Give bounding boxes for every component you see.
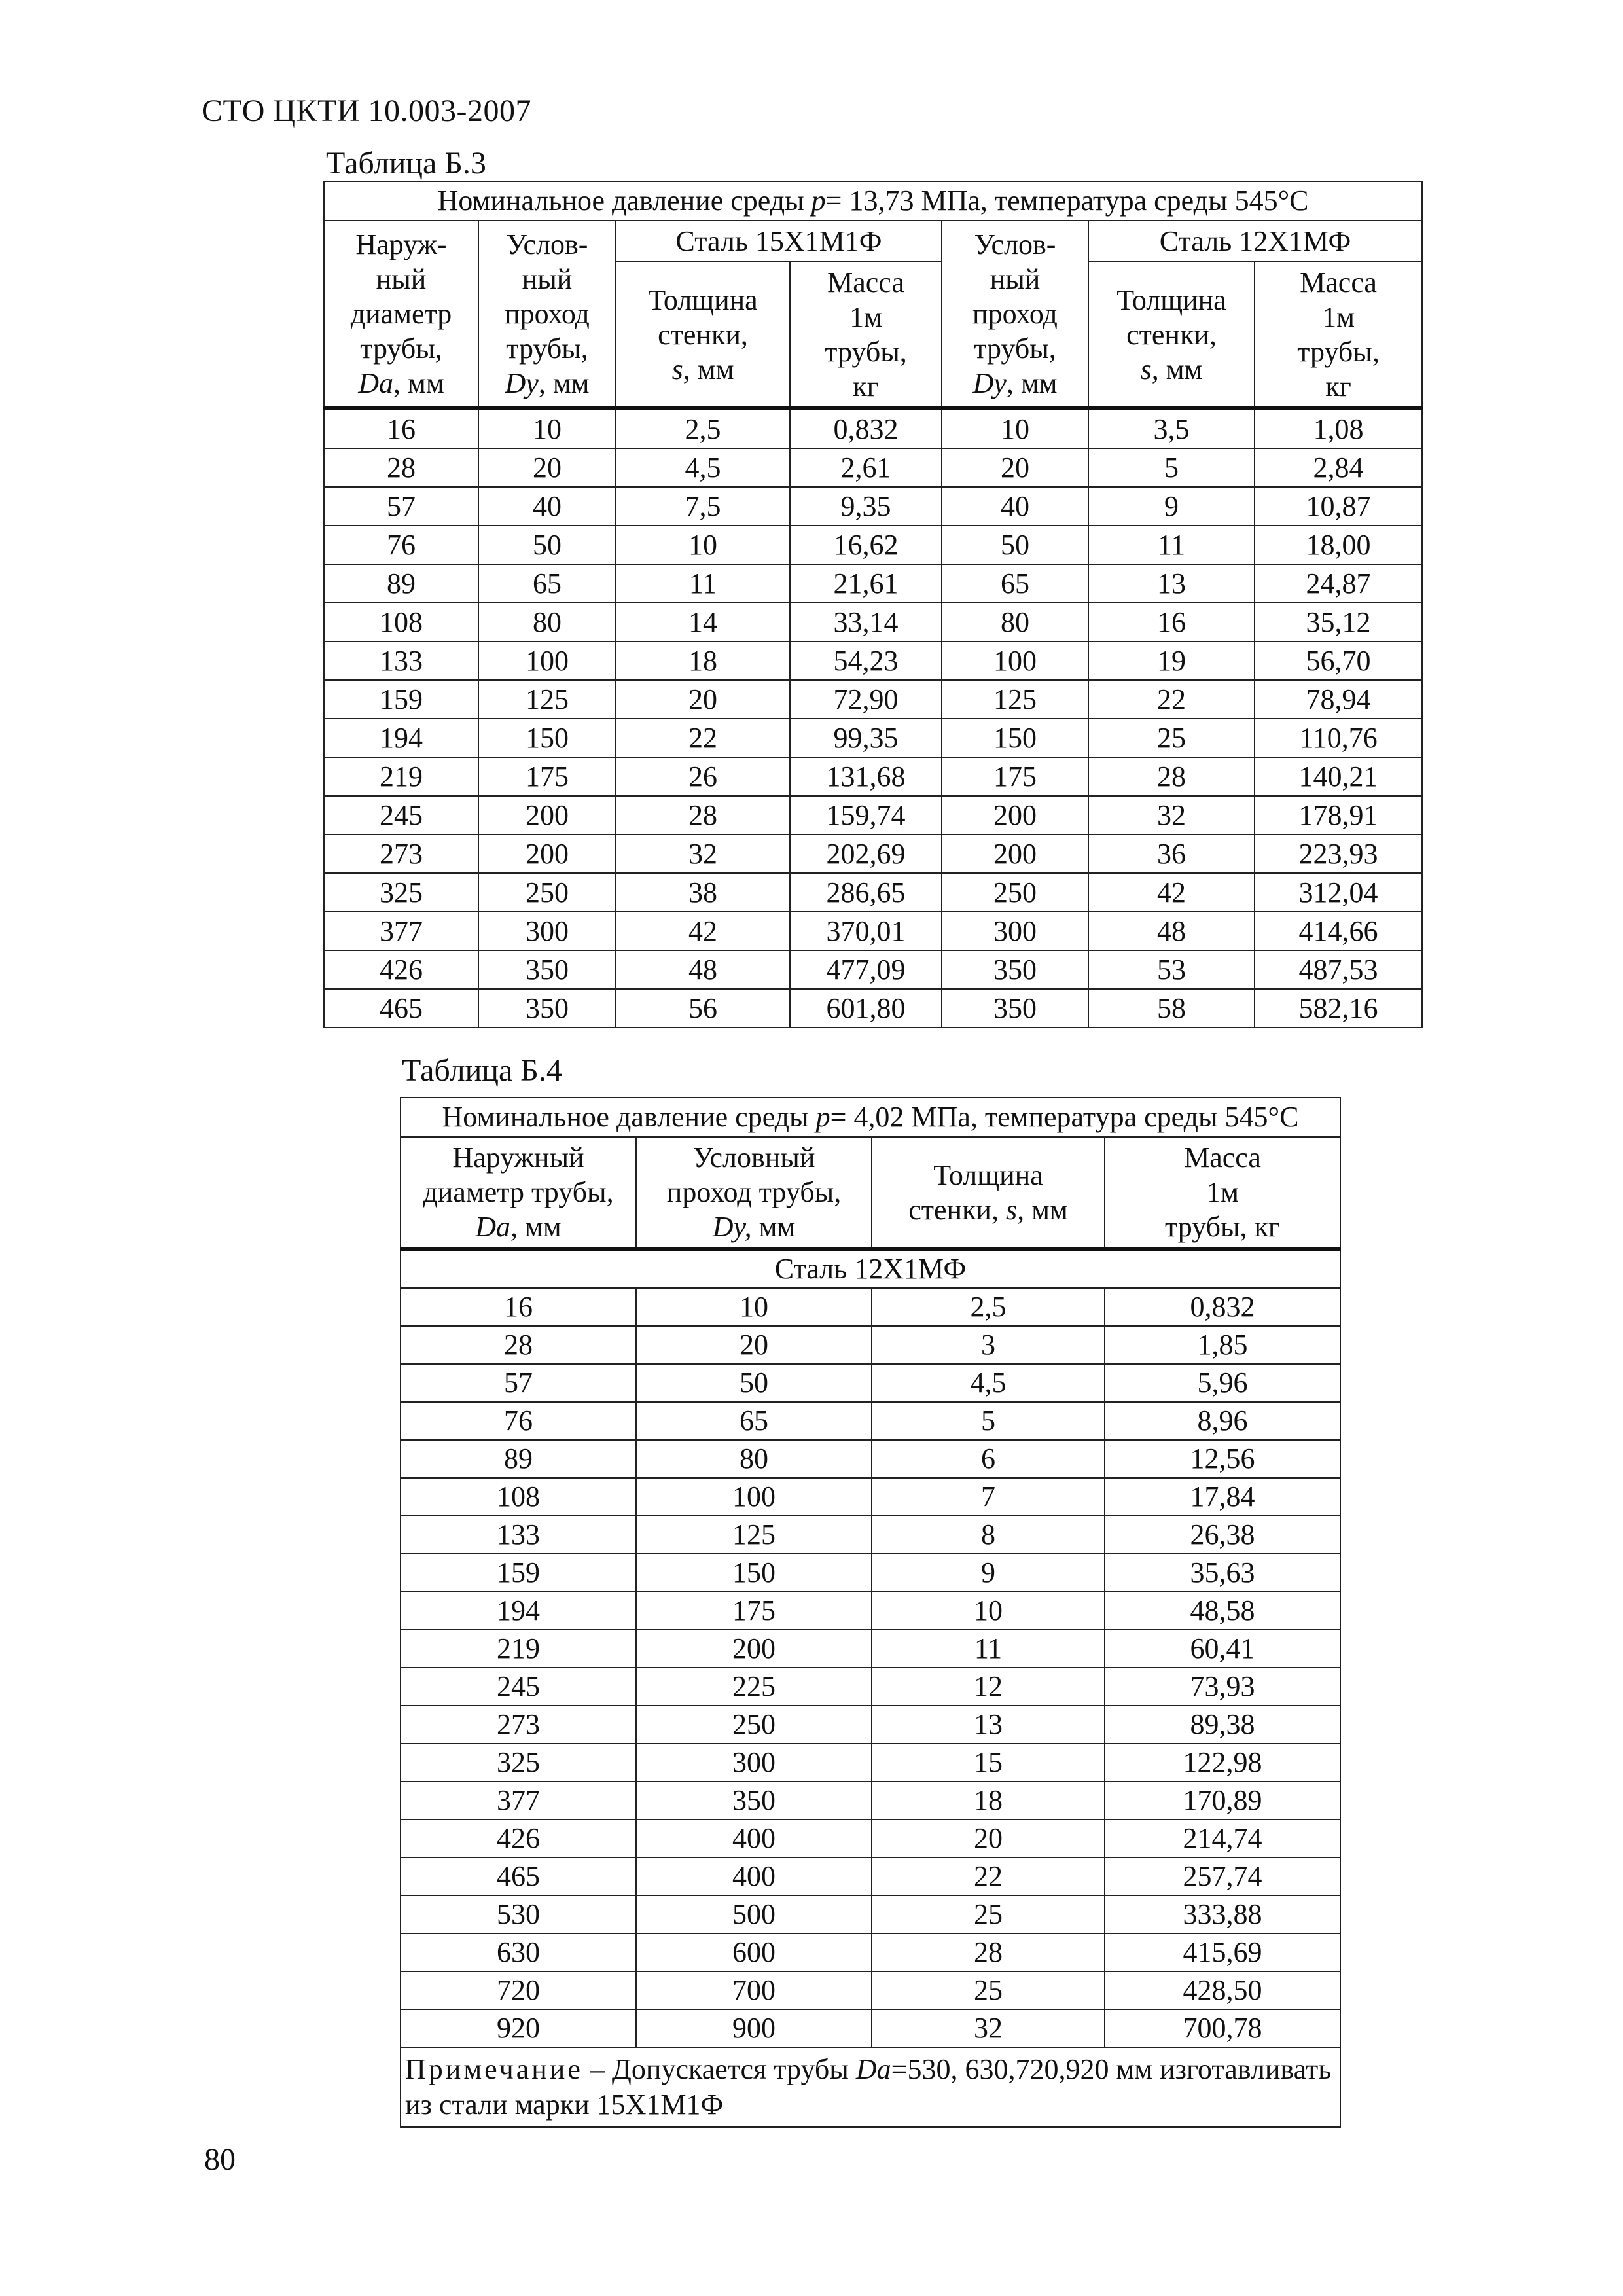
table-row: [324, 603, 1422, 641]
table-cell: 400: [636, 1857, 872, 1895]
header-nominal-bore: Услов- ный проход трубы, Dy, мм: [478, 221, 616, 408]
table-cell: 0,832: [790, 408, 942, 448]
table-cell: 1,08: [1255, 408, 1422, 448]
table-cell: 10,87: [1255, 487, 1422, 526]
table-cell: 60,41: [1105, 1630, 1340, 1668]
table-b4-title: Номинальное давление среды p= 4,02 МПа, температура среды 545°С: [401, 1098, 1340, 1137]
table-cell: 50: [636, 1364, 872, 1402]
table-cell: 426: [401, 1820, 636, 1857]
table-row: [324, 719, 1422, 757]
table-cell: 22: [1088, 680, 1255, 719]
table-cell: 20: [872, 1820, 1105, 1857]
table-cell: 325: [324, 873, 478, 912]
table-cell: 50: [942, 526, 1088, 564]
table-cell: 465: [401, 1857, 636, 1895]
table-cell: 219: [401, 1630, 636, 1668]
header-thickness-a: Толщина стенки, s, мм: [616, 262, 790, 408]
table-cell: 2,5: [616, 408, 790, 448]
table-row: [401, 1554, 1340, 1592]
table-row: [324, 757, 1422, 796]
table-cell: 28: [324, 448, 478, 487]
table-cell: 57: [324, 487, 478, 526]
table-cell: 26,38: [1105, 1516, 1340, 1554]
table-cell: 12: [872, 1668, 1105, 1706]
table-cell: 16: [324, 408, 478, 448]
table-cell: 32: [872, 2009, 1105, 2047]
table-row: [401, 1933, 1340, 1971]
header-nominal-bore: Условный проход трубы, Dy, мм: [636, 1137, 872, 1249]
table-cell: 273: [324, 834, 478, 873]
table-b3: [323, 181, 1423, 1028]
table-cell: 89: [401, 1440, 636, 1478]
table-cell: 582,16: [1255, 989, 1422, 1028]
table-cell: 2,84: [1255, 448, 1422, 487]
table-cell: 5,96: [1105, 1364, 1340, 1402]
table-row: [401, 1857, 1340, 1895]
table-cell: 414,66: [1255, 912, 1422, 950]
table-row: [401, 1706, 1340, 1744]
table-cell: 10: [616, 526, 790, 564]
table-cell: 10: [872, 1592, 1105, 1630]
header-nominal-bore-2: Услов- ный проход трубы, Dy, мм: [942, 221, 1088, 408]
table-cell: 8: [872, 1516, 1105, 1554]
table-cell: 131,68: [790, 757, 942, 796]
table-cell: 125: [478, 680, 616, 719]
table-cell: 2,5: [872, 1288, 1105, 1326]
document-header: СТО ЦКТИ 10.003-2007: [202, 94, 532, 128]
table-cell: 65: [636, 1402, 872, 1440]
table-cell: 9: [872, 1554, 1105, 1592]
table-cell: 32: [616, 834, 790, 873]
table-cell: 150: [636, 1554, 872, 1592]
table-b3-caption: Таблица Б.3: [326, 146, 486, 181]
header-thickness-b: Толщина стенки, s, мм: [1088, 262, 1255, 408]
table-cell: 333,88: [1105, 1895, 1340, 1933]
table-cell: 56: [616, 989, 790, 1028]
table-cell: 245: [324, 796, 478, 834]
table-cell: 6: [872, 1440, 1105, 1478]
table-cell: 4,5: [616, 448, 790, 487]
table-cell: 150: [478, 719, 616, 757]
table-cell: 35,12: [1255, 603, 1422, 641]
table-cell: 76: [324, 526, 478, 564]
table-row: [324, 989, 1422, 1028]
table-cell: 5: [1088, 448, 1255, 487]
table-cell: 89: [324, 564, 478, 603]
table-cell: 65: [942, 564, 1088, 603]
table-cell: 35,63: [1105, 1554, 1340, 1592]
table-cell: 200: [942, 834, 1088, 873]
table-cell: 65: [478, 564, 616, 603]
table-cell: 110,76: [1255, 719, 1422, 757]
table-row: [401, 1364, 1340, 1402]
table-cell: 28: [616, 796, 790, 834]
table-cell: 600: [636, 1933, 872, 1971]
table-cell: 377: [401, 1782, 636, 1820]
header-outer-diameter: Наружный диаметр трубы, Da, мм: [401, 1137, 636, 1249]
table-cell: 3: [872, 1326, 1105, 1364]
table-cell: 175: [478, 757, 616, 796]
table-cell: 630: [401, 1933, 636, 1971]
table-cell: 426: [324, 950, 478, 989]
table-cell: 300: [942, 912, 1088, 950]
steel-grade-row: Сталь 12Х1МФ: [401, 1249, 1340, 1288]
table-cell: 350: [942, 950, 1088, 989]
table-cell: 11: [616, 564, 790, 603]
table-cell: 178,91: [1255, 796, 1422, 834]
table-cell: 22: [616, 719, 790, 757]
table-cell: 133: [401, 1516, 636, 1554]
table-b4: [400, 1097, 1341, 2128]
table-cell: 200: [942, 796, 1088, 834]
table-row: [324, 950, 1422, 989]
table-row: [324, 641, 1422, 680]
table-cell: 325: [401, 1744, 636, 1782]
table-cell: 11: [872, 1630, 1105, 1668]
table-cell: 720: [401, 1971, 636, 2009]
header-thickness: Толщина стенки, s, мм: [872, 1137, 1105, 1249]
table-cell: 56,70: [1255, 641, 1422, 680]
table-cell: 487,53: [1255, 950, 1422, 989]
table-cell: 286,65: [790, 873, 942, 912]
table-row: [324, 912, 1422, 950]
table-row: [401, 1288, 1340, 1326]
table-row: [324, 873, 1422, 912]
table-cell: 42: [1088, 873, 1255, 912]
table-note: Примечание – Допускается трубы Da=530, 630,720,920 мм изготавливать из стали марки 15Х1М1Ф: [401, 2047, 1340, 2127]
table-cell: 57: [401, 1364, 636, 1402]
table-row: [324, 680, 1422, 719]
table-cell: 125: [636, 1516, 872, 1554]
table-cell: 5: [872, 1402, 1105, 1440]
table-cell: 11: [1088, 526, 1255, 564]
table-cell: 10: [478, 408, 616, 448]
table-cell: 10: [636, 1288, 872, 1326]
table-cell: 2,61: [790, 448, 942, 487]
table-cell: 80: [478, 603, 616, 641]
table-row: [324, 526, 1422, 564]
table-cell: 58: [1088, 989, 1255, 1028]
table-row: [324, 448, 1422, 487]
table-cell: 7: [872, 1478, 1105, 1516]
table-cell: 72,90: [790, 680, 942, 719]
table-cell: 20: [942, 448, 1088, 487]
table-row: [401, 1895, 1340, 1933]
table-cell: 300: [478, 912, 616, 950]
table-cell: 140,21: [1255, 757, 1422, 796]
table-cell: 25: [872, 1971, 1105, 2009]
table-row: [324, 564, 1422, 603]
table-cell: 170,89: [1105, 1782, 1340, 1820]
table-cell: 9: [1088, 487, 1255, 526]
table-cell: 415,69: [1105, 1933, 1340, 1971]
table-cell: 28: [872, 1933, 1105, 1971]
table-b4-caption: Таблица Б.4: [402, 1053, 562, 1088]
table-row: [401, 1402, 1340, 1440]
table-cell: 15: [872, 1744, 1105, 1782]
table-cell: 16,62: [790, 526, 942, 564]
table-cell: 4,5: [872, 1364, 1105, 1402]
table-cell: 32: [1088, 796, 1255, 834]
table-cell: 219: [324, 757, 478, 796]
table-row: [401, 1440, 1340, 1478]
table-cell: 99,35: [790, 719, 942, 757]
table-row: [324, 487, 1422, 526]
header-steel-12x1mf: Сталь 12Х1МФ: [1088, 221, 1422, 262]
header-mass: Масса 1м трубы, кг: [1105, 1137, 1340, 1249]
table-cell: 194: [324, 719, 478, 757]
table-cell: 48,58: [1105, 1592, 1340, 1630]
table-row: [401, 1782, 1340, 1820]
table-cell: 100: [478, 641, 616, 680]
table-cell: 175: [636, 1592, 872, 1630]
table-cell: 920: [401, 2009, 636, 2047]
table-row: [401, 1516, 1340, 1554]
table-cell: 18,00: [1255, 526, 1422, 564]
table-b3-title: Номинальное давление среды p= 13,73 МПа, температура среды 545°С: [324, 181, 1422, 221]
table-cell: 223,93: [1255, 834, 1422, 873]
table-cell: 80: [636, 1440, 872, 1478]
table-cell: 194: [401, 1592, 636, 1630]
table-cell: 40: [942, 487, 1088, 526]
table-cell: 14: [616, 603, 790, 641]
table-cell: 3,5: [1088, 408, 1255, 448]
table-cell: 200: [636, 1630, 872, 1668]
table-cell: 8,96: [1105, 1402, 1340, 1440]
header-mass-a: Масса 1м трубы, кг: [790, 262, 942, 408]
table-row: [401, 2009, 1340, 2047]
table-cell: 225: [636, 1668, 872, 1706]
table-cell: 26: [616, 757, 790, 796]
table-cell: 50: [478, 526, 616, 564]
table-cell: 214,74: [1105, 1820, 1340, 1857]
table-cell: 18: [616, 641, 790, 680]
table-cell: 53: [1088, 950, 1255, 989]
table-cell: 36: [1088, 834, 1255, 873]
table-cell: 250: [942, 873, 1088, 912]
table-cell: 400: [636, 1820, 872, 1857]
table-cell: 73,93: [1105, 1668, 1340, 1706]
table-row: [401, 1630, 1340, 1668]
table-cell: 48: [616, 950, 790, 989]
table-row: [324, 834, 1422, 873]
table-cell: 150: [942, 719, 1088, 757]
table-cell: 48: [1088, 912, 1255, 950]
table-cell: 20: [636, 1326, 872, 1364]
table-cell: 54,23: [790, 641, 942, 680]
table-cell: 89,38: [1105, 1706, 1340, 1744]
table-cell: 245: [401, 1668, 636, 1706]
page-number: 80: [204, 2142, 236, 2177]
table-cell: 76: [401, 1402, 636, 1440]
table-row: [401, 1592, 1340, 1630]
table-cell: 300: [636, 1744, 872, 1782]
table-row: [324, 408, 1422, 448]
table-cell: 28: [1088, 757, 1255, 796]
table-cell: 16: [1088, 603, 1255, 641]
table-cell: 100: [636, 1478, 872, 1516]
table-cell: 17,84: [1105, 1478, 1340, 1516]
table-cell: 350: [478, 989, 616, 1028]
header-steel-15x1m1f: Сталь 15Х1М1Ф: [616, 221, 942, 262]
header-mass-b: Масса 1м трубы, кг: [1255, 262, 1422, 408]
table-cell: 78,94: [1255, 680, 1422, 719]
table-cell: 428,50: [1105, 1971, 1340, 2009]
table-cell: 20: [616, 680, 790, 719]
table-row: [401, 1668, 1340, 1706]
table-cell: 377: [324, 912, 478, 950]
table-cell: 530: [401, 1895, 636, 1933]
table-cell: 21,61: [790, 564, 942, 603]
table-cell: 200: [478, 796, 616, 834]
table-row: [401, 1326, 1340, 1364]
table-cell: 108: [401, 1478, 636, 1516]
table-cell: 700,78: [1105, 2009, 1340, 2047]
table-cell: 159,74: [790, 796, 942, 834]
table-cell: 12,56: [1105, 1440, 1340, 1478]
table-cell: 159: [324, 680, 478, 719]
table-row: [401, 1478, 1340, 1516]
table-cell: 350: [478, 950, 616, 989]
table-cell: 350: [636, 1782, 872, 1820]
table-row: [401, 1744, 1340, 1782]
table-cell: 10: [942, 408, 1088, 448]
table-cell: 350: [942, 989, 1088, 1028]
header-outer-diameter: Наруж- ный диаметр трубы, Da, мм: [324, 221, 478, 408]
table-cell: 13: [1088, 564, 1255, 603]
table-cell: 175: [942, 757, 1088, 796]
table-cell: 159: [401, 1554, 636, 1592]
table-cell: 42: [616, 912, 790, 950]
table-cell: 257,74: [1105, 1857, 1340, 1895]
table-cell: 24,87: [1255, 564, 1422, 603]
table-cell: 250: [478, 873, 616, 912]
table-cell: 20: [478, 448, 616, 487]
table-cell: 9,35: [790, 487, 942, 526]
table-cell: 200: [478, 834, 616, 873]
table-cell: 250: [636, 1706, 872, 1744]
table-cell: 19: [1088, 641, 1255, 680]
table-cell: 25: [1088, 719, 1255, 757]
table-cell: 100: [942, 641, 1088, 680]
table-cell: 13: [872, 1706, 1105, 1744]
table-cell: 125: [942, 680, 1088, 719]
table-cell: 22: [872, 1857, 1105, 1895]
table-cell: 1,85: [1105, 1326, 1340, 1364]
table-cell: 465: [324, 989, 478, 1028]
table-cell: 25: [872, 1895, 1105, 1933]
table-row: [401, 1820, 1340, 1857]
table-cell: 122,98: [1105, 1744, 1340, 1782]
table-cell: 0,832: [1105, 1288, 1340, 1326]
table-cell: 500: [636, 1895, 872, 1933]
table-cell: 18: [872, 1782, 1105, 1820]
table-cell: 40: [478, 487, 616, 526]
table-row: [401, 1971, 1340, 2009]
table-cell: 273: [401, 1706, 636, 1744]
table-cell: 900: [636, 2009, 872, 2047]
table-cell: 7,5: [616, 487, 790, 526]
table-cell: 312,04: [1255, 873, 1422, 912]
table-cell: 477,09: [790, 950, 942, 989]
table-cell: 700: [636, 1971, 872, 2009]
table-cell: 80: [942, 603, 1088, 641]
table-cell: 601,80: [790, 989, 942, 1028]
table-cell: 38: [616, 873, 790, 912]
table-cell: 108: [324, 603, 478, 641]
table-cell: 202,69: [790, 834, 942, 873]
table-cell: 16: [401, 1288, 636, 1326]
table-row: [324, 796, 1422, 834]
table-cell: 133: [324, 641, 478, 680]
table-cell: 28: [401, 1326, 636, 1364]
table-cell: 33,14: [790, 603, 942, 641]
table-cell: 370,01: [790, 912, 942, 950]
